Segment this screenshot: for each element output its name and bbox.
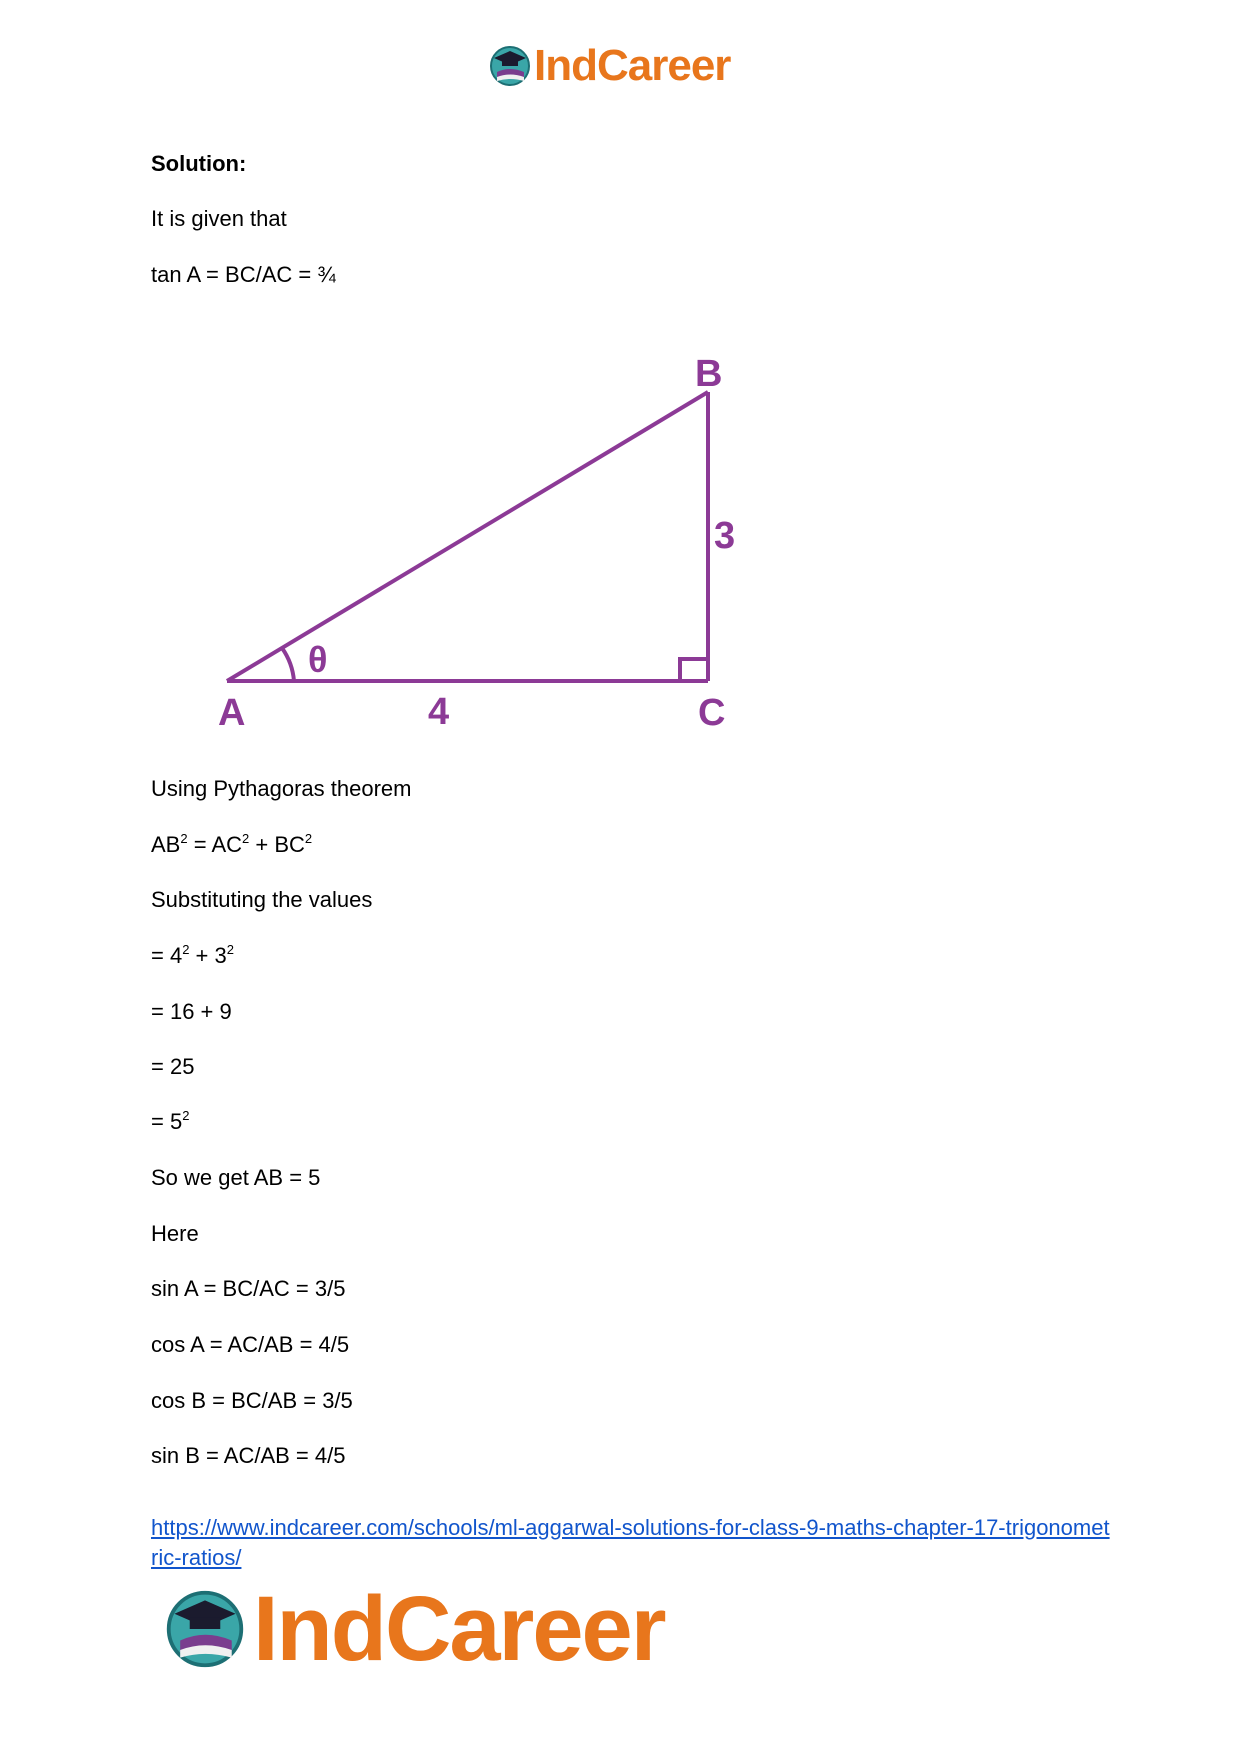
angle-label: θ <box>308 639 328 680</box>
result-text: So we get AB = 5 <box>151 1165 321 1190</box>
step-3: = 25 <box>151 1054 195 1079</box>
side-bc-label: 3 <box>714 515 736 557</box>
side-ab <box>227 392 708 681</box>
graduate-book-icon <box>163 1587 247 1671</box>
footer-logo <box>163 1578 665 1680</box>
source-link[interactable]: https://www.indcareer.com/schools/ml-aggarwal-solutions-for-class-9-maths-chapter-17-trigonometric-ratios/ <box>151 1515 1110 1570</box>
step-4: = $5^2$ <box>151 1108 190 1134</box>
side-ac-label: 4 <box>428 691 450 733</box>
tan-equation: tan A = BC/AC = ¾ <box>151 262 336 287</box>
vertex-b-label: B <box>695 353 723 395</box>
brand-wordmark: IndCareer <box>253 1578 665 1680</box>
sin-a-equation: sin A = BC/AC = 3/5 <box>151 1276 346 1301</box>
vertex-a-label: A <box>218 692 246 734</box>
given-intro: It is given that <box>151 206 287 231</box>
cos-a-equation: cos A = AC/AB = 4/5 <box>151 1332 350 1357</box>
pythagoras-intro: Using Pythagoras theorem <box>151 776 412 801</box>
here-text: Here <box>151 1221 199 1246</box>
right-angle-marker <box>680 659 708 681</box>
pythagoras-equation: $AB^2 = AC^2 + BC^2$ <box>151 831 313 857</box>
step-1: = $4^2 + 3^2$ <box>151 942 234 968</box>
vertex-c-label: C <box>698 692 726 734</box>
angle-arc <box>282 648 294 681</box>
sin-b-equation: sin B = AC/AB = 4/5 <box>151 1443 346 1468</box>
step-2: = 16 + 9 <box>151 999 232 1024</box>
cos-b-equation: cos B = BC/AB = 3/5 <box>151 1388 353 1413</box>
brand-wordmark: IndCareer <box>534 41 731 90</box>
substituting-text: Substituting the values <box>151 887 373 912</box>
right-triangle-diagram <box>0 0 1242 760</box>
solution-label: Solution: <box>151 151 247 176</box>
